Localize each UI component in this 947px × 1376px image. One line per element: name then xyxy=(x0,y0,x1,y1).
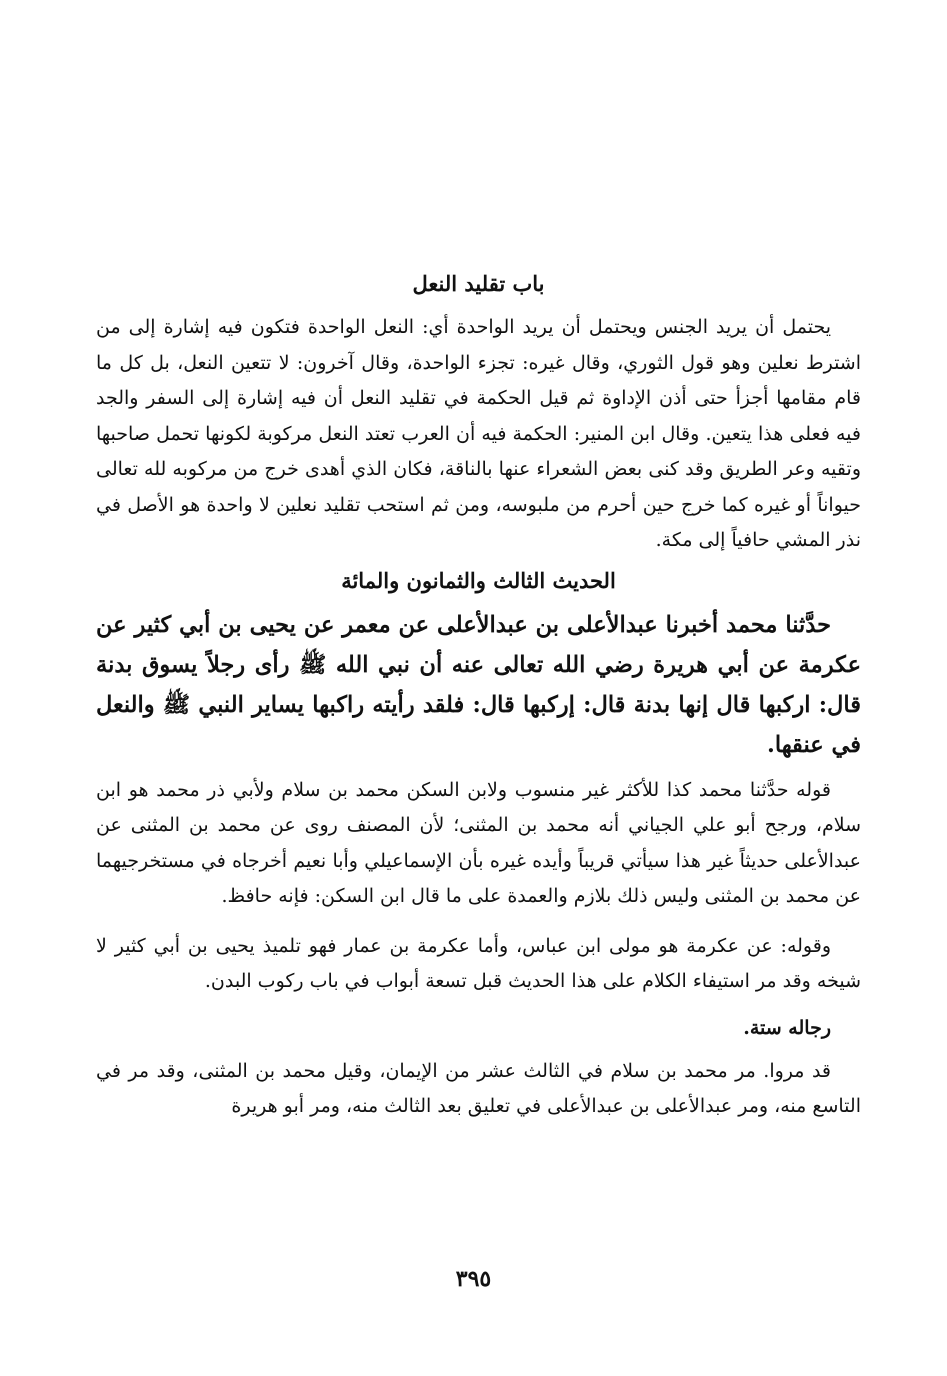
hadith-text: حدَّثنا محمد أخبرنا عبدالأعلى بن عبدالأعلى عن معمر عن يحيى بن أبي كثير عن عكرمة عن أبي هريرة رضي الله تعالى عنه أن نبي الله ﷺ رأى رجلاً يسوق بدنة قال: اركبها قال إنها بدنة قال: إركبها قال: فلقد رأيته راكبها يساير النبي ﷺ والنعل في عنقها. xyxy=(96,611,861,758)
hadith-title: الحديث الثالث والثمانون والمائة xyxy=(341,567,616,593)
intro-paragraph: يحتمل أن يريد الجنس ويحتمل أن يريد الواحدة أي: النعل الواحدة فتكون فيه إشارة إلى من اشترط نعلين وهو قول الثوري، وقال غيره: تجزء الواحدة، وقال آخرون: لا تتعين النعل، بل كل ما قام مقامها أجزأ حتى أذن الإداوة ثم قيل الحكمة في تقليد النعل أن فيه إشارة إلى السفر والجد فيه فعلى هذا يتعين. وقال ابن المنير: الحكمة فيه أن العرب تعتد النعل مركوبة لكونها تحمل صاحبها وتقيه وعر الطريق وقد كنى بعض الشعراء عنها بالناقة، فكان الذي أهدى خرج من مركوبه لله تعالى حيواناً أو غيره كما خرج حين أحرم من ملبوسه، ومن ثم استحب تقليد نعلين لا واحدة هو الأصل في نذر المشي حافياً إلى مكة. xyxy=(96,316,861,551)
commentary-paragraph-3: قد مروا. مر محمد بن سلام في الثالث عشر من الإيمان، وقيل محمد بن المثنى، وقد مر في التاسع منه، ومر عبدالأعلى بن عبدالأعلى في تعليق بعد الثالث منه، ومر أبو هريرة xyxy=(96,1059,861,1117)
narrators-heading: رجاله ستة. xyxy=(743,1016,831,1039)
page-number: ٣٩٥ xyxy=(455,1266,492,1292)
commentary-paragraph-1: قوله حدَّثنا محمد كذا للأكثر غير منسوب ولابن السكن محمد بن سلام ولأبي ذر محمد هو ابن سلام، ورجح أبو علي الجياني أنه محمد بن المثنى؛ لأن المصنف روى عن محمد بن المثنى عن عبدالأعلى حديثاً غير هذا سيأتي قريباً وأيده غيره بأن الإسماعيلي وأبا نعيم أخرجاه في مستخرجيهما عن محمد بن المثنى وليس ذلك بلازم والعمدة على ما قال ابن السكن: فإنه حافظ. xyxy=(96,778,862,907)
commentary-paragraph-2: وقوله: عن عكرمة هو مولى ابن عباس، وأما عكرمة بن عمار فهو تلميذ يحيى بن أبي كثير لا شيخه وقد مر استيفاء الكلام على هذا الحديث قبل تسعة أبواب في باب ركوب البدن. xyxy=(96,934,861,992)
chapter-title: باب تقليد النعل xyxy=(412,271,545,296)
